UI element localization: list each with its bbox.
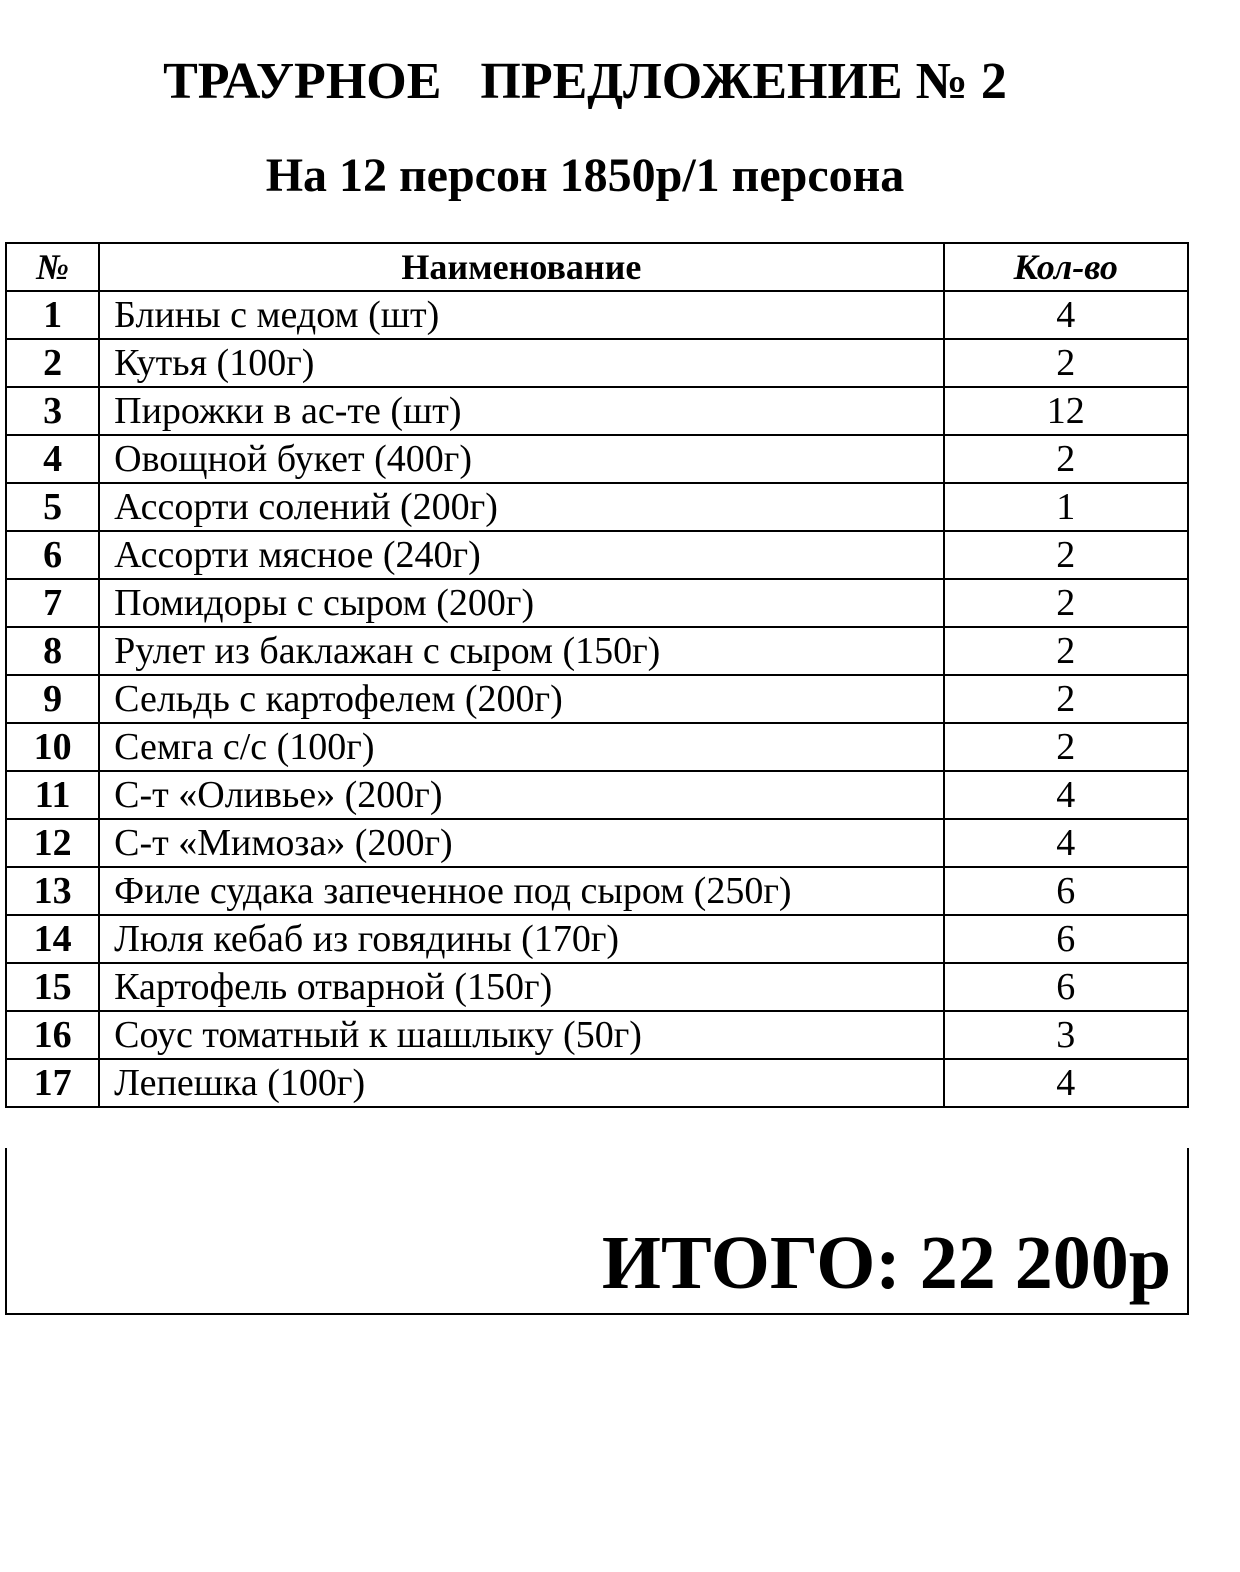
item-name: Сельдь с картофелем (200г)	[99, 675, 943, 723]
total-box	[5, 1148, 1189, 1315]
table-row	[6, 963, 1188, 1011]
table-row	[6, 819, 1188, 867]
table-row	[6, 627, 1188, 675]
table-row	[6, 1011, 1188, 1059]
item-quantity: 2	[944, 435, 1188, 483]
item-quantity: 1	[944, 483, 1188, 531]
item-name: Соус томатный к шашлыку (50г)	[99, 1011, 943, 1059]
table-row	[6, 387, 1188, 435]
item-quantity: 2	[944, 531, 1188, 579]
item-name: С-т «Мимоза» (200г)	[99, 819, 943, 867]
table-row	[6, 483, 1188, 531]
item-name: Кутья (100г)	[99, 339, 943, 387]
row-number: 14	[6, 915, 99, 963]
row-number: 1	[6, 291, 99, 339]
item-quantity: 2	[944, 675, 1188, 723]
item-quantity: 4	[944, 771, 1188, 819]
item-name: Блины с медом (шт)	[99, 291, 943, 339]
total-amount: ИТОГО: 22 200р	[601, 1221, 1171, 1305]
item-name: Пирожки в ас-те (шт)	[99, 387, 943, 435]
header-qty: Кол-во	[944, 243, 1188, 291]
row-number: 7	[6, 579, 99, 627]
row-number: 13	[6, 867, 99, 915]
header-name: Наименование	[99, 243, 943, 291]
header-num: №	[6, 243, 99, 291]
table-row	[6, 771, 1188, 819]
table-row	[6, 531, 1188, 579]
item-name: Семга с/с (100г)	[99, 723, 943, 771]
item-name: Картофель отварной (150г)	[99, 963, 943, 1011]
item-name: С-т «Оливье» (200г)	[99, 771, 943, 819]
menu-rows	[6, 291, 1188, 1107]
table-row	[6, 1059, 1188, 1107]
item-name: Овощной букет (400г)	[99, 435, 943, 483]
item-name: Рулет из баклажан с сыром (150г)	[99, 627, 943, 675]
item-name: Люля кебаб из говядины (170г)	[99, 915, 943, 963]
item-name: Ассорти мясное (240г)	[99, 531, 943, 579]
item-name: Ассорти солений (200г)	[99, 483, 943, 531]
row-number: 16	[6, 1011, 99, 1059]
table-row	[6, 723, 1188, 771]
item-quantity: 12	[944, 387, 1188, 435]
item-quantity: 6	[944, 915, 1188, 963]
row-number: 5	[6, 483, 99, 531]
table-header-row	[6, 243, 1188, 291]
item-quantity: 4	[944, 291, 1188, 339]
item-quantity: 2	[944, 627, 1188, 675]
table-row	[6, 435, 1188, 483]
item-quantity: 6	[944, 867, 1188, 915]
item-quantity: 2	[944, 579, 1188, 627]
item-name: Помидоры с сыром (200г)	[99, 579, 943, 627]
row-number: 6	[6, 531, 99, 579]
item-name: Лепешка (100г)	[99, 1059, 943, 1107]
table-row	[6, 675, 1188, 723]
row-number: 4	[6, 435, 99, 483]
item-quantity: 4	[944, 1059, 1188, 1107]
item-quantity: 2	[944, 723, 1188, 771]
item-quantity: 2	[944, 339, 1188, 387]
row-number: 9	[6, 675, 99, 723]
item-quantity: 4	[944, 819, 1188, 867]
menu-table	[5, 242, 1189, 1108]
table-row	[6, 915, 1188, 963]
item-name: Филе судака запеченное под сыром (250г)	[99, 867, 943, 915]
row-number: 12	[6, 819, 99, 867]
row-number: 17	[6, 1059, 99, 1107]
row-number: 11	[6, 771, 99, 819]
page-subtitle: На 12 персон 1850р/1 персона	[265, 149, 905, 202]
row-number: 3	[6, 387, 99, 435]
page-title: ТРАУРНОЕ ПРЕДЛОЖЕНИЕ № 2	[163, 53, 1007, 110]
table-row	[6, 867, 1188, 915]
row-number: 8	[6, 627, 99, 675]
table-row	[6, 291, 1188, 339]
table-row	[6, 579, 1188, 627]
item-quantity: 6	[944, 963, 1188, 1011]
row-number: 2	[6, 339, 99, 387]
row-number: 10	[6, 723, 99, 771]
table-row	[6, 339, 1188, 387]
item-quantity: 3	[944, 1011, 1188, 1059]
row-number: 15	[6, 963, 99, 1011]
